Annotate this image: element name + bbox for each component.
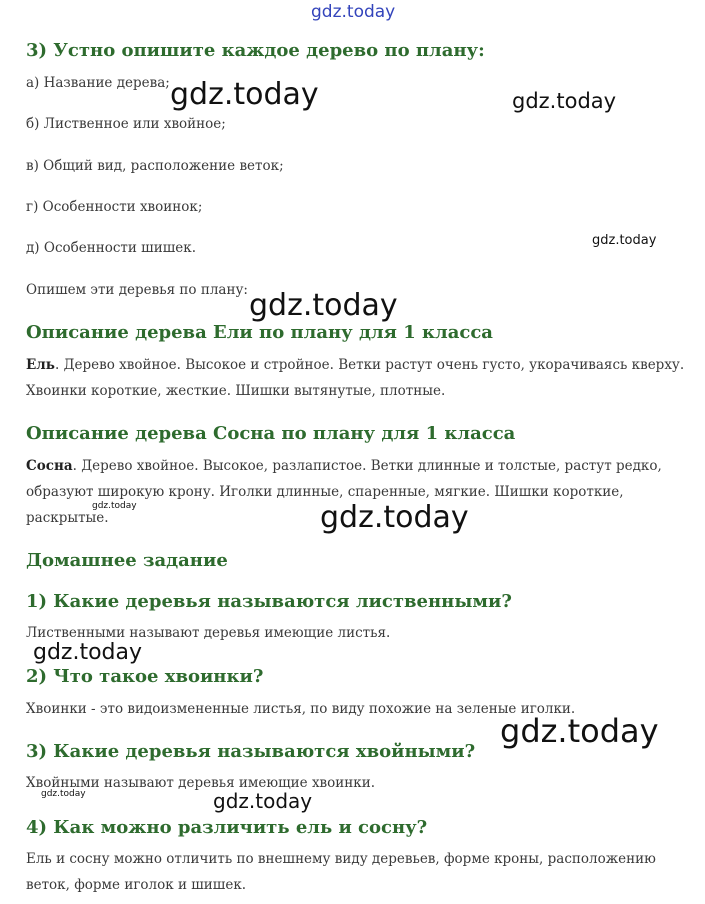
pine-text: . Дерево хвойное. Высокое, разлапистое. Ветки длинные и толстые, растут редко, образуют широкую крону. Иголки длинные, спаренные, мягкие. Шишки короткие, раскрытые.	[26, 458, 662, 526]
watermark: gdz.today	[320, 500, 469, 535]
watermark-top: gdz.today	[311, 2, 396, 22]
watermark: gdz.today	[500, 712, 659, 750]
watermark: gdz.today	[92, 501, 137, 511]
plan-item: в) Общий вид, расположение веток;	[26, 158, 284, 174]
answer-3: Хвойными называют деревья имеющие хвоинки.	[26, 775, 376, 791]
plan-intro: Опишем эти деревья по плану:	[26, 282, 248, 298]
answer-1: Лиственными называют деревья имеющие листья.	[26, 625, 391, 641]
question-1: 1) Какие деревья называются лиственными?	[26, 591, 512, 612]
plan-item: д) Особенности шишек.	[26, 240, 197, 256]
plan-item: б) Лиственное или хвойное;	[26, 116, 226, 132]
watermark: gdz.today	[170, 77, 319, 112]
watermark: gdz.today	[512, 89, 617, 113]
fir-text: . Дерево хвойное. Высокое и стройное. Ветки растут очень густо, укорачиваясь кверху. Хвоинки короткие, жесткие. Шишки вытянутые, плотные.	[26, 357, 685, 399]
watermark: gdz.today	[249, 288, 398, 323]
homework-title: Домашнее задание	[26, 550, 228, 571]
fir-description	[26, 352, 686, 404]
plan-item: а) Название дерева;	[26, 75, 170, 91]
answer-2: Хвоинки - это видоизмененные листья, по виду похожие на зеленые иголки.	[26, 701, 576, 717]
plan-item: г) Особенности хвоинок;	[26, 199, 203, 215]
question-4: 4) Как можно различить ель и сосну?	[26, 817, 428, 838]
pine-description	[26, 453, 666, 535]
question-2: 2) Что такое хвоинки?	[26, 666, 264, 687]
watermark: gdz.today	[213, 789, 313, 813]
fir-title: Описание дерева Ели по плану для 1 класса	[26, 322, 493, 343]
watermark: gdz.today	[592, 233, 657, 248]
answer-4: Ель и сосну можно отличить по внешнему виду деревьев, форме кроны, расположению веток, форме иголок и шишек.	[26, 851, 656, 893]
pine-title: Описание дерева Сосна по плану для 1 класса	[26, 423, 516, 444]
pine-name: Сосна	[26, 458, 73, 474]
watermark: gdz.today	[41, 789, 86, 799]
watermark: gdz.today	[33, 640, 143, 665]
fir-name: Ель	[26, 357, 55, 373]
task3-title: 3) Устно опишите каждое дерево по плану:	[26, 40, 485, 61]
question-3: 3) Какие деревья называются хвойными?	[26, 741, 476, 762]
